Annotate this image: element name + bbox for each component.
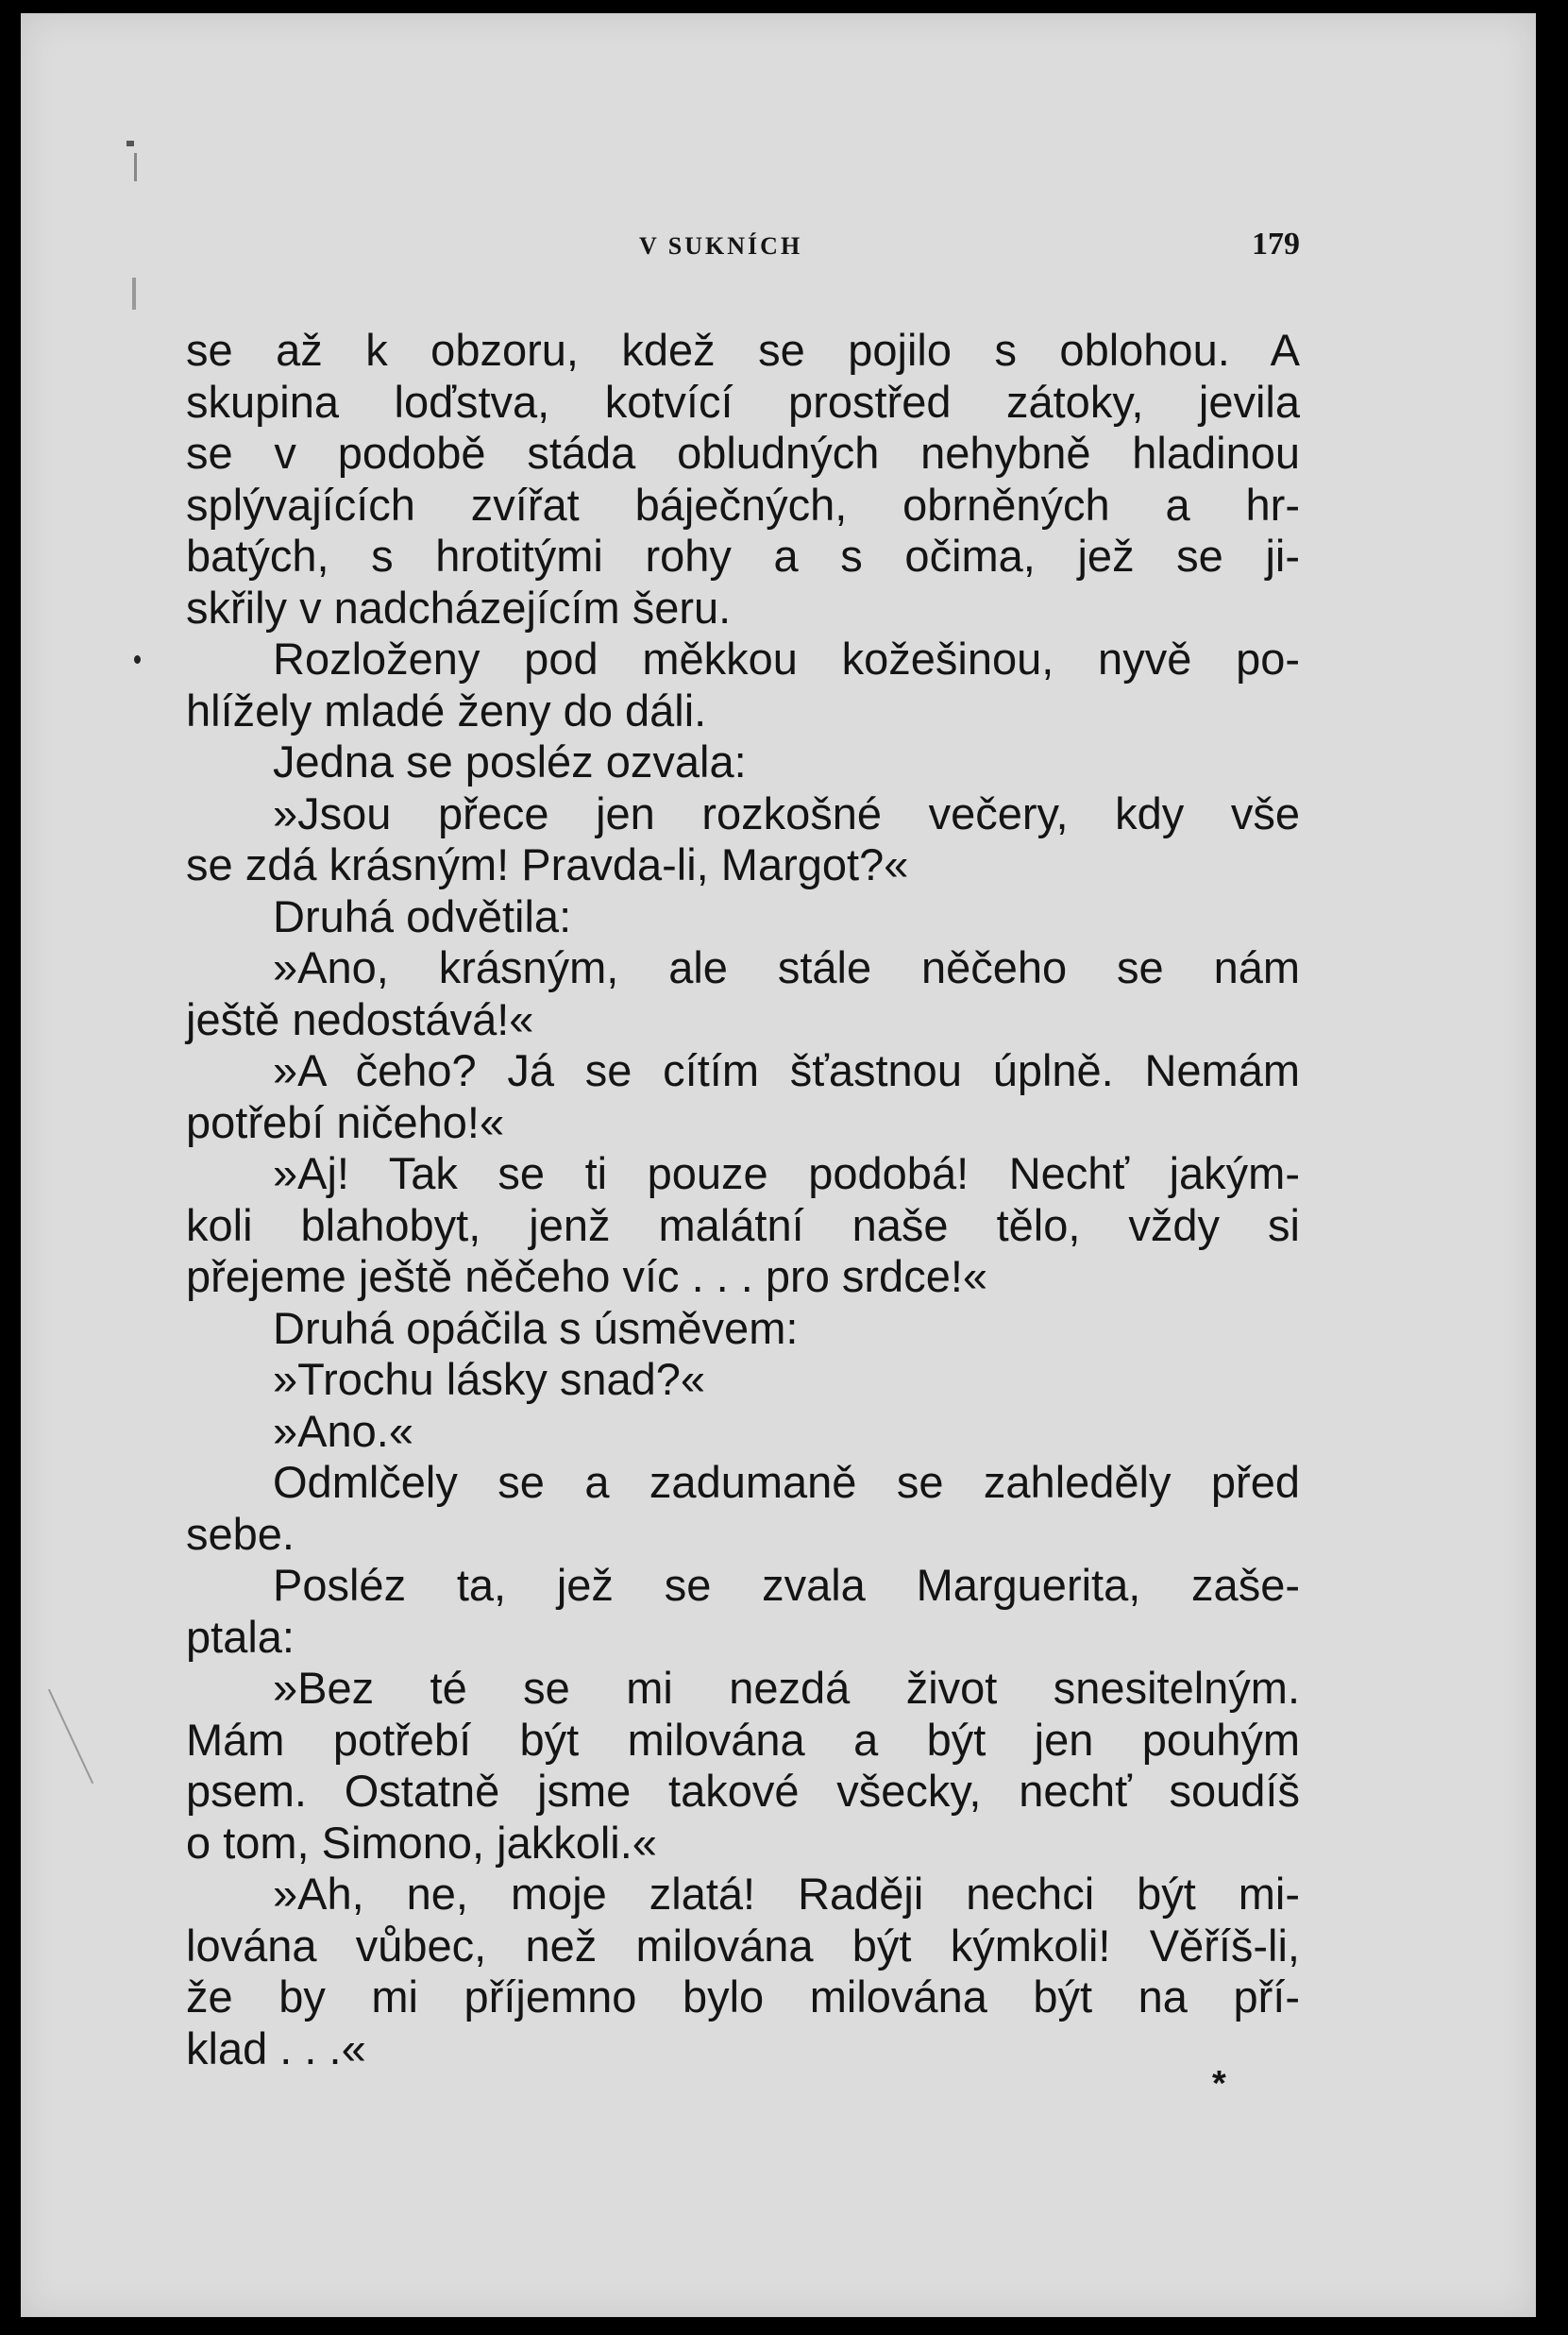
text-line: psem. Ostatně jsme takové všecky, nechť soudíš	[186, 1766, 1300, 1816]
text-line: Odmlčely se a zadumaně se zahleděly před	[273, 1457, 1300, 1507]
text-line: Posléz ta, jež se zvala Marguerita, zaše-	[273, 1560, 1300, 1610]
text-line: Mám potřebí být milována a být jen pouhým	[186, 1714, 1300, 1765]
scan-dot	[134, 655, 141, 664]
text-line: se až k obzoru, kdež se pojilo s oblohou. A	[186, 325, 1300, 375]
text-line: Druhá odvětila:	[273, 890, 572, 941]
text-line: »Ano.«	[273, 1405, 413, 1456]
scan-speck	[126, 141, 134, 146]
book-page	[21, 13, 1536, 2317]
scan-speck	[48, 1689, 93, 1785]
text-line: »Bez té se mi nezdá život snesitelným.	[273, 1663, 1300, 1713]
scan-speck	[132, 278, 136, 310]
text-line: se zdá krásným! Pravda-li, Margot?«	[186, 839, 909, 889]
text-line: skřily v nadcházejícím šeru.	[186, 582, 732, 633]
text-line: batých, s hrotitými rohy a s očima, jež se ji-	[186, 531, 1300, 581]
text-line: se v podobě stáda obludných nehybně hladinou	[186, 428, 1300, 478]
scan-speck	[134, 153, 137, 181]
text-line: »Ano, krásným, ale stále něčeho se nám	[273, 942, 1300, 992]
text-line: »Aj! Tak se ti pouze podobá! Nechť jakým-	[273, 1148, 1300, 1198]
text-line: ptala:	[186, 1611, 295, 1662]
text-line: »A čeho? Já se cítím šťastnou úplně. Nemám	[273, 1045, 1300, 1095]
text-line: přejeme ještě něčeho víc . . . pro srdce!«	[186, 1251, 988, 1301]
text-line: sebe.	[186, 1508, 295, 1559]
text-line: »Jsou přece jen rozkošné večery, kdy vše	[273, 787, 1300, 838]
body-text	[186, 325, 1300, 2074]
text-line: o tom, Simono, jakkoli.«	[186, 1817, 657, 1868]
text-line: »Ah, ne, moje zlatá! Raději nechci být mi-	[273, 1869, 1300, 1919]
text-line: splývajících zvířat báječných, obrněných a hr-	[186, 479, 1300, 530]
text-line: skupina loďstva, kotvící prostřed zátoky, jevila	[186, 376, 1300, 427]
text-line: Jedna se posléz ozvala:	[273, 736, 747, 787]
text-line: ještě nedostává!«	[186, 993, 534, 1044]
text-line: že by mi příjemno bylo milována být na pří-	[186, 1971, 1300, 2022]
text-line: koli blahobyt, jenž malátní naše tělo, vždy si	[186, 1199, 1300, 1250]
text-line: klad . . .«	[186, 2022, 366, 2073]
section-mark: *	[1212, 2064, 1226, 2104]
text-line: potřebí ničeho!«	[186, 1096, 505, 1147]
text-line: »Trochu lásky snad?«	[273, 1354, 706, 1404]
text-line: Druhá opáčila s úsměvem:	[273, 1302, 799, 1353]
running-title: V SUKNÍCH	[639, 232, 803, 260]
text-line: Rozloženy pod měkkou kožešinou, nyvě po-	[273, 634, 1300, 684]
page-header	[186, 227, 1300, 270]
text-line: lována vůbec, než milována být kýmkoli! Věříš-li,	[186, 1920, 1300, 1971]
page-number: 179	[1252, 227, 1300, 262]
text-line: hlížely mladé ženy do dáli.	[186, 685, 707, 736]
